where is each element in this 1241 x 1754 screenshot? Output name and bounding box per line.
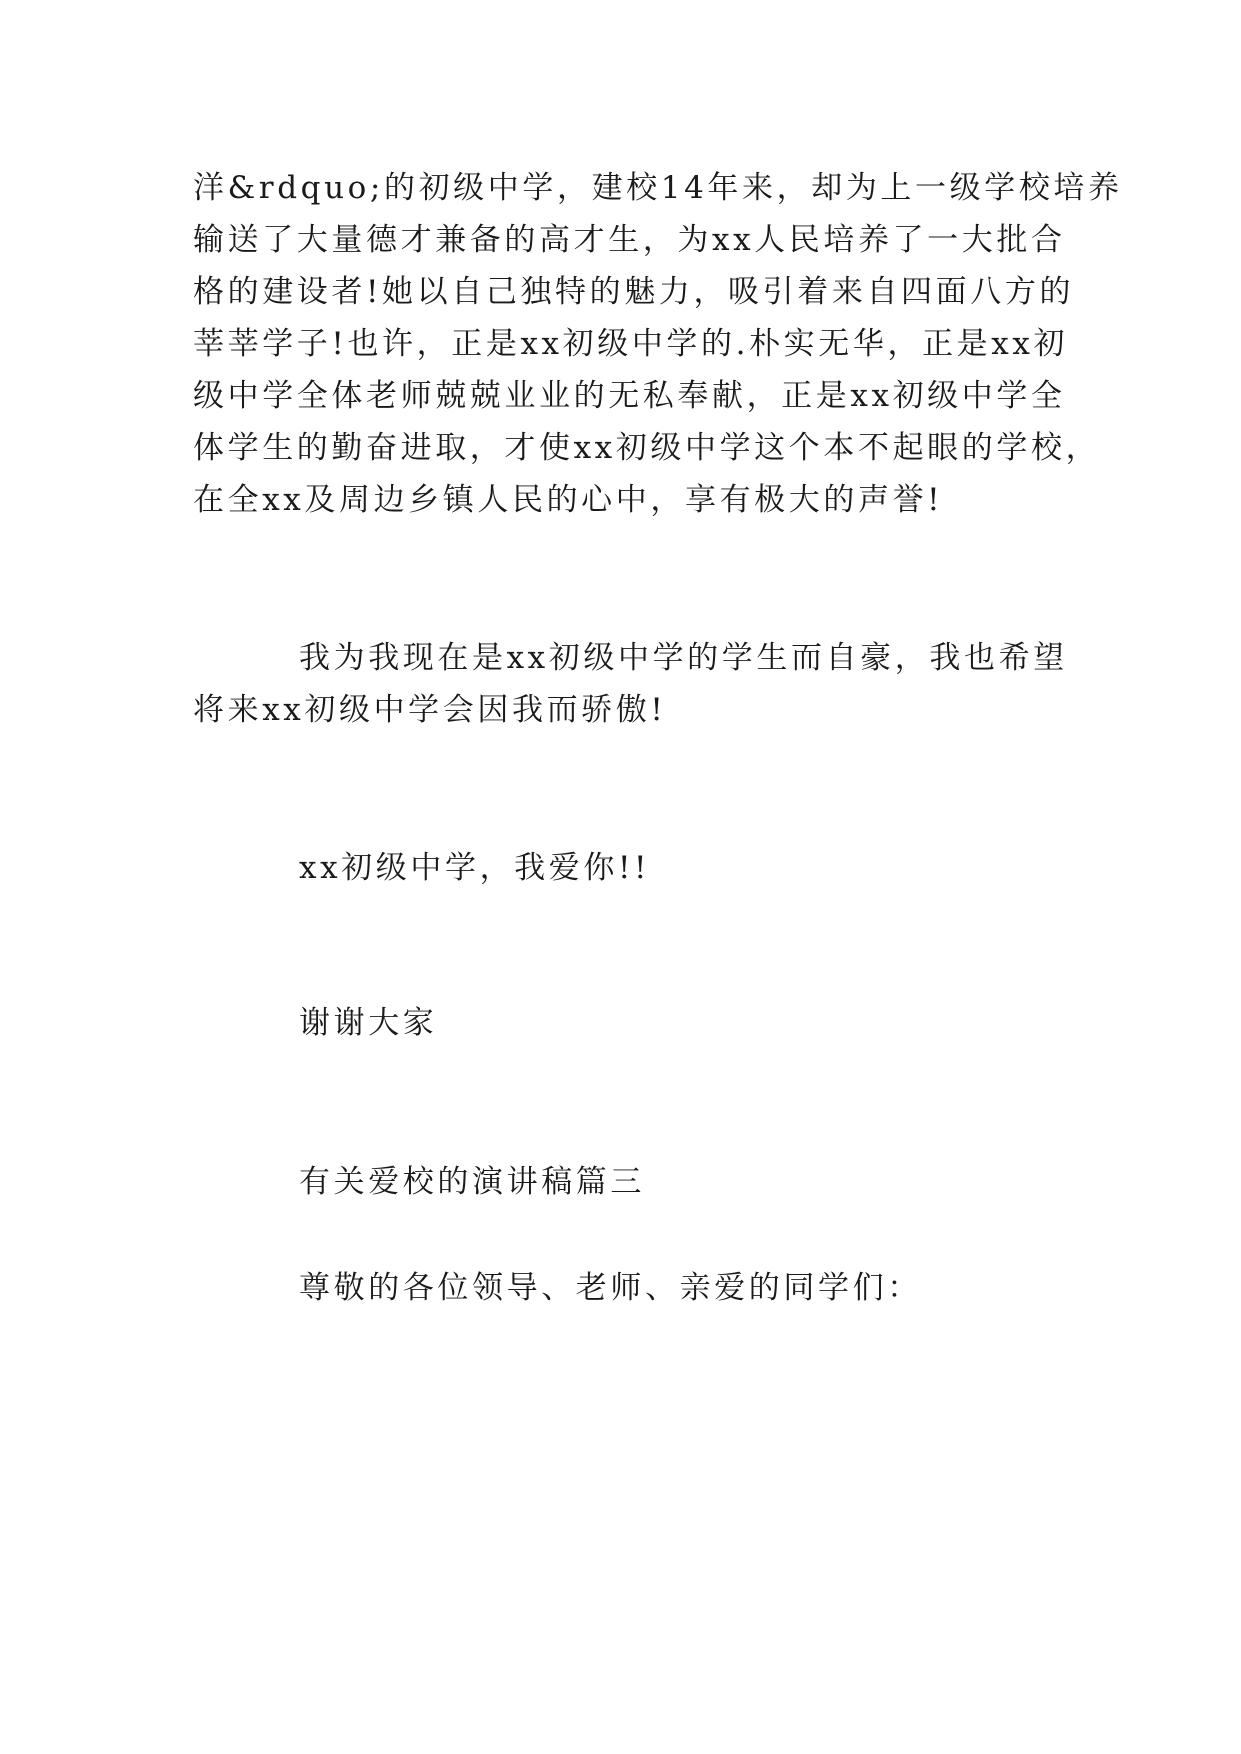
paragraph-2-line-1: 我为我现在是xx初级中学的学生而自豪，我也希望 [299, 640, 1068, 676]
paragraph-1-line-3: 格的建设者!她以自己独特的魅力，吸引着来自四面八方的 [193, 274, 1075, 310]
paragraph-2-line-2: 将来xx初级中学会因我而骄傲! [193, 692, 667, 728]
paragraph-1-line-6: 体学生的勤奋进取，才使xx初级中学这个本不起眼的学校， [193, 430, 1101, 466]
section-title: 有关爱校的演讲稿篇三 [299, 1164, 645, 1200]
paragraph-1-line-4: 莘莘学子!也许，正是xx初级中学的.朴实无华，正是xx初 [193, 326, 1069, 362]
thanks-line: 谢谢大家 [299, 1005, 438, 1041]
exclamation-line: xx初级中学，我爱你!! [299, 850, 651, 886]
paragraph-1-line-2: 输送了大量德才兼备的高才生，为xx人民培养了一大批合 [193, 222, 1066, 258]
paragraph-1-line-1: 洋&rdquo;的初级中学，建校14年来，却为上一级学校培养 [193, 170, 1123, 206]
paragraph-1-line-7: 在全xx及周边乡镇人民的心中，享有极大的声誉! [193, 482, 944, 518]
salutation-line: 尊敬的各位领导、老师、亲爱的同学们： [299, 1270, 922, 1306]
paragraph-1-line-5: 级中学全体老师兢兢业业的无私奉献，正是xx初级中学全 [193, 378, 1066, 414]
